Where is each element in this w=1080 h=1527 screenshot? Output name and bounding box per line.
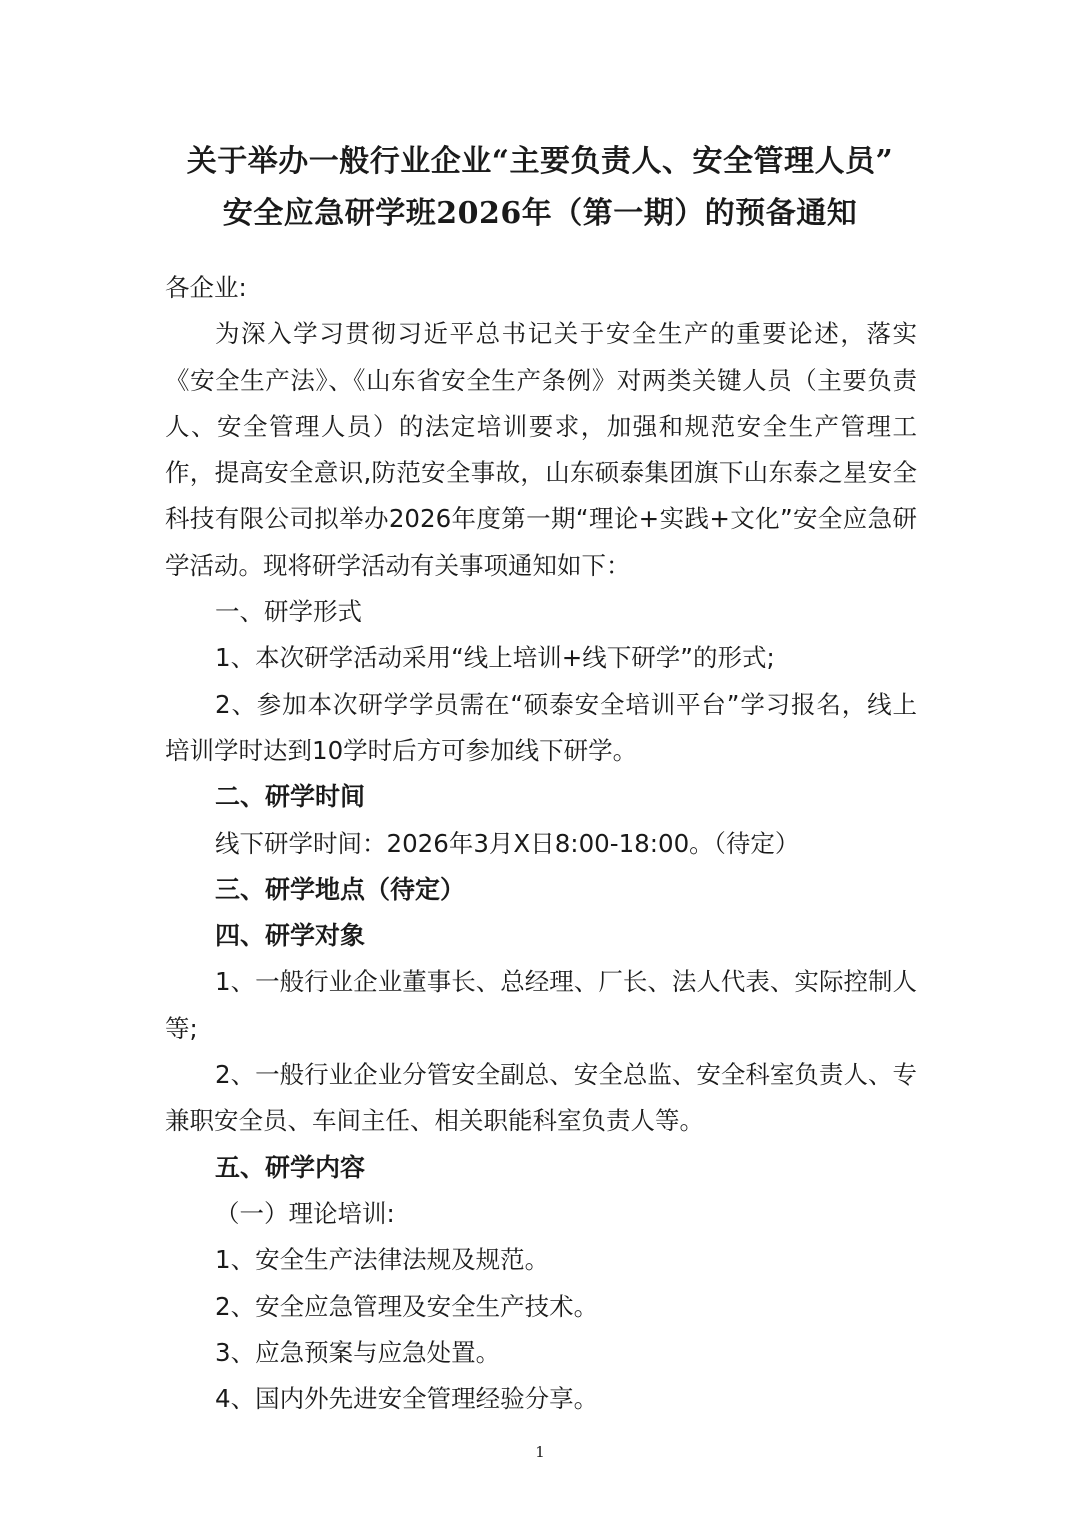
salutation: 各企业: xyxy=(165,273,247,302)
section-audience-item-2: 2、一般行业企业分管安全副总、安全总监、安全科室负责人、专兼职安全员、车间主任、相关职能科室负责人等。 xyxy=(165,1060,917,1136)
section-audience-heading: 四、研学对象 xyxy=(215,921,366,951)
document-body xyxy=(165,265,917,1422)
section-time-detail: 线下研学时间：2026年3月X日8:00-18:00。（待定） xyxy=(215,828,800,858)
document-title-line-2: 安全应急研学班2026年（第一期）的预备通知 xyxy=(222,196,858,231)
content-list-item: 2、安全应急管理及安全生产技术。 xyxy=(215,1291,599,1321)
section-form-heading: 一、研学形式 xyxy=(215,597,362,627)
content-list-item: 4、国内外先进安全管理经验分享。 xyxy=(215,1384,599,1414)
section-time-heading: 二、研学时间 xyxy=(215,782,366,812)
content-list-item: 3、应急预案与应急处置。 xyxy=(215,1337,501,1367)
section-content-subheading: （一）理论培训: xyxy=(215,1198,395,1228)
intro-paragraph: 为深入学习贯彻习近平总书记关于安全生产的重要论述，落实《安全生产法》、《山东省安全生产条例》对两类关键人员（主要负责人、安全管理人员）的法定培训要求，加强和规范安全生产管理工作，提高安全意识,防范安全事故，山东硕泰集团旗下山东泰之星安全科技有限公司拟举办2026年度第一期“理论+实践+文化”安全应急研学活动。现将研学活动有关事项通知如下： xyxy=(165,319,917,580)
section-audience-item-1: 1、一般行业企业董事长、总经理、厂长、法人代表、实际控制人等; xyxy=(165,967,917,1043)
section-content-heading: 五、研学内容 xyxy=(215,1152,366,1182)
section-form-item-2: 2、参加本次研学学员需在“硕泰安全培训平台”学习报名，线上培训学时达到10学时后方可参加线下研学。 xyxy=(165,689,917,765)
content-list-item: 1、安全生产法律法规及规范。 xyxy=(215,1245,550,1275)
section-form-item-1: 1、本次研学活动采用“线上培训+线下研学”的形式; xyxy=(215,643,775,673)
section-location-heading: 三、研学地点（待定） xyxy=(215,874,466,904)
document-title-line-1: 关于举办一般行业企业“主要负责人、安全管理人员” xyxy=(186,144,894,179)
page-number: 1 xyxy=(535,1443,545,1461)
